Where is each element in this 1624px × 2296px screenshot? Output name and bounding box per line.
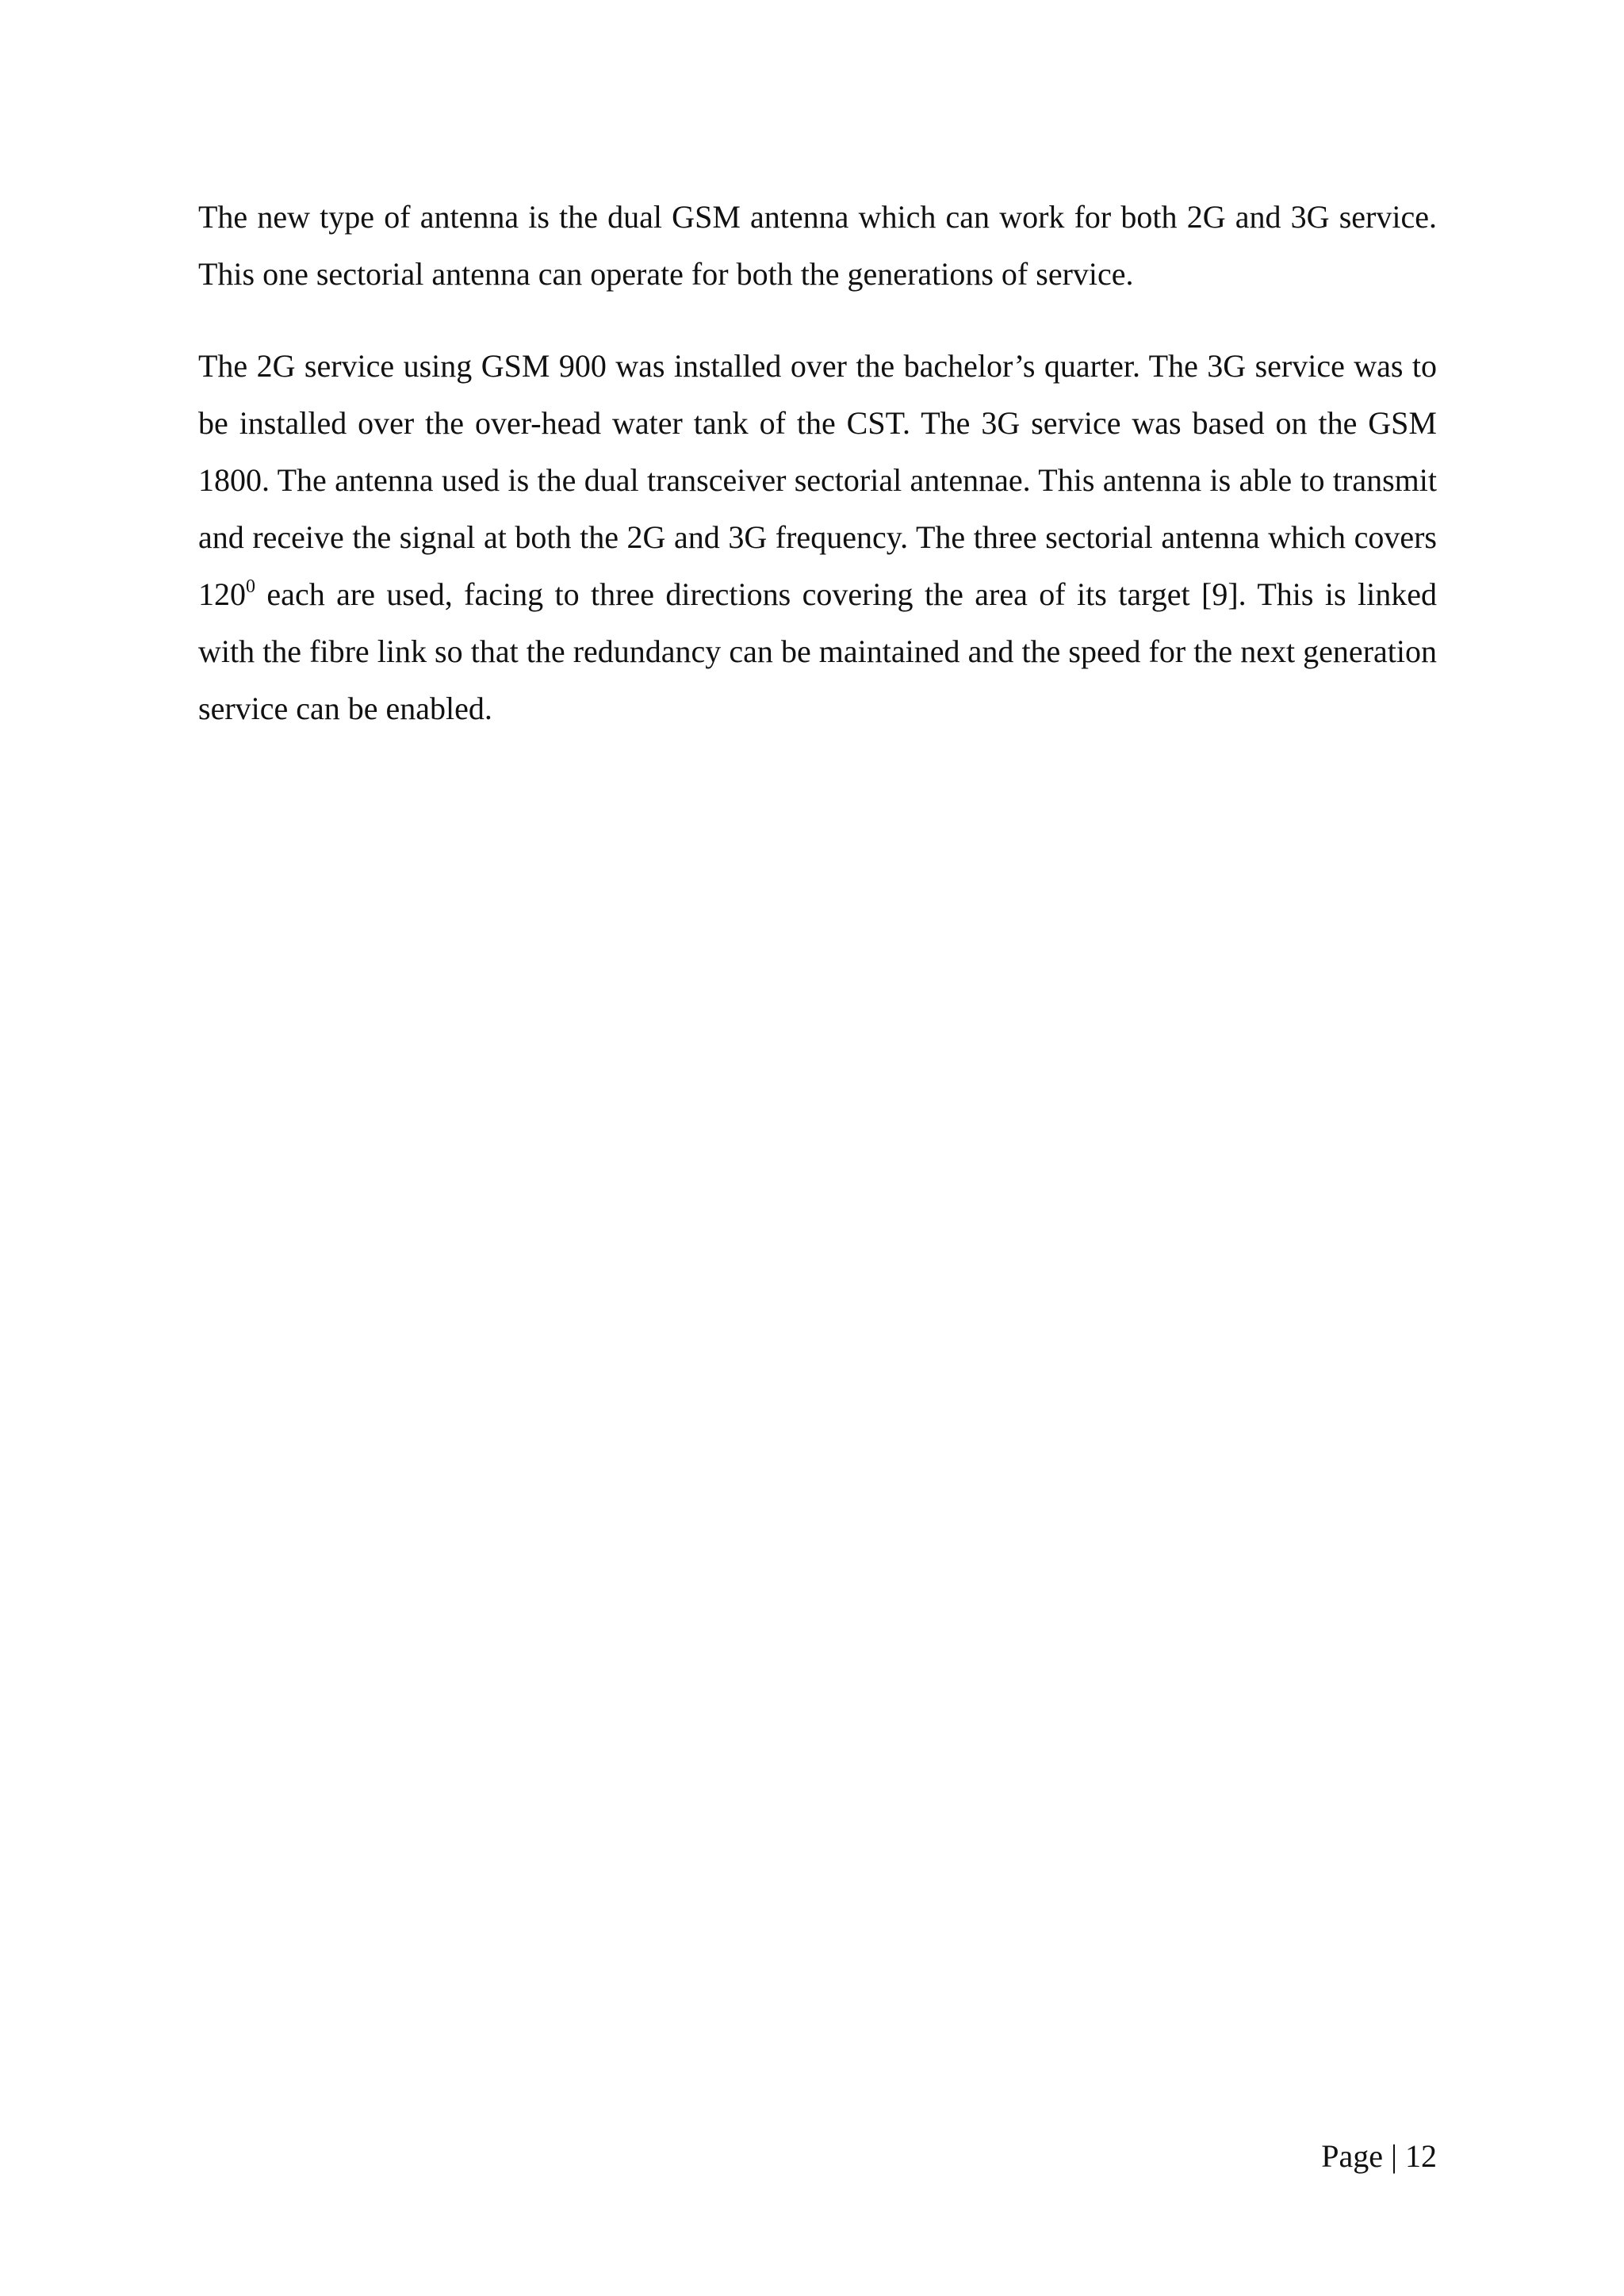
paragraph-dual-gsm-antenna: The new type of antenna is the dual GSM antenna which can work for both 2G and 3G service. This one sectorial antenna can operate for both the generations of service. [198, 199, 1437, 292]
paragraph-text-after-superscript: each are used, facing to three directions covering the area of its target [9]. This is linked with the fibre link so that the redundancy can be maintained and the speed for the next generation service can be enabled. [198, 576, 1437, 726]
page-number-footer: Page | 12 [1321, 2138, 1437, 2174]
degree-superscript: 0 [246, 576, 255, 597]
paragraph-text-before-superscript: The 2G service using GSM 900 was installed over the bachelor’s quarter. The 3G service was to be installed over the over-head water tank of the CST. The 3G service was based on the GSM 1800. The antenna used is the dual transceiver sectorial antennae. This antenna is able to transmit and receive the signal at both the 2G and 3G frequency. The three sectorial antenna which covers 120 [198, 348, 1437, 612]
paragraph-2g-3g-installation [198, 338, 1437, 737]
body-text [198, 189, 1437, 737]
